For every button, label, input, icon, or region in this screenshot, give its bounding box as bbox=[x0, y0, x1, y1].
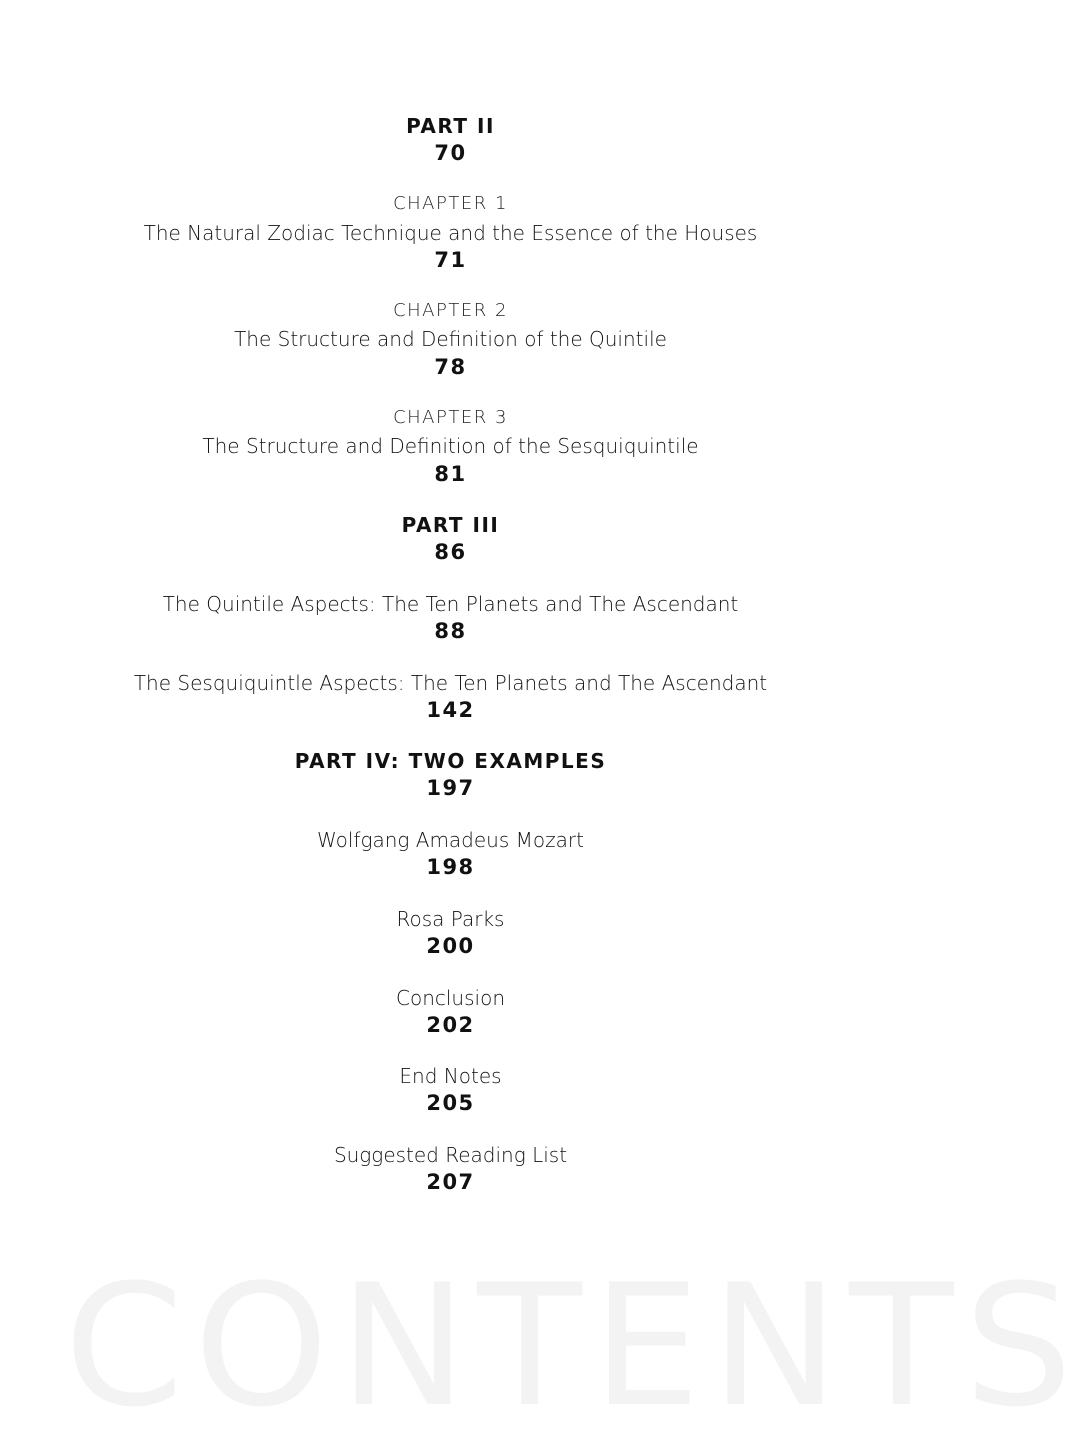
chapter-1-title[interactable]: The Natural Zodiac Technique and the Essence of the Houses bbox=[143, 221, 758, 245]
part-iv-heading[interactable]: PART IV: TWO EXAMPLES bbox=[294, 749, 607, 773]
rosa-parks-page: 200 bbox=[426, 934, 475, 958]
sesquiquintile-aspects-title[interactable]: The Sesquiquintle Aspects: The Ten Planets and The Ascendant bbox=[133, 671, 768, 695]
chapter-1-label: CHAPTER 1 bbox=[393, 193, 508, 214]
end-notes-page: 205 bbox=[426, 1091, 475, 1115]
part-iii-heading[interactable]: PART III bbox=[401, 513, 500, 537]
end-notes-title[interactable]: End Notes bbox=[399, 1064, 502, 1088]
part-ii-page: 70 bbox=[434, 141, 467, 165]
chapter-2-title[interactable]: The Structure and Definition of the Quintile bbox=[234, 327, 667, 351]
reading-list-title[interactable]: Suggested Reading List bbox=[333, 1143, 568, 1167]
chapter-2-page: 78 bbox=[434, 355, 467, 379]
contents-watermark: CONTENTS bbox=[64, 1248, 1083, 1444]
conclusion-page: 202 bbox=[426, 1013, 475, 1037]
sesquiquintile-aspects-page: 142 bbox=[426, 698, 475, 722]
part-iv-page: 197 bbox=[426, 776, 475, 800]
quintile-aspects-page: 88 bbox=[434, 619, 467, 643]
part-ii-heading[interactable]: PART II bbox=[406, 114, 495, 138]
rosa-parks-title[interactable]: Rosa Parks bbox=[396, 907, 505, 931]
quintile-aspects-title[interactable]: The Quintile Aspects: The Ten Planets and The Ascendant bbox=[162, 592, 739, 616]
conclusion-title[interactable]: Conclusion bbox=[396, 986, 505, 1010]
mozart-page: 198 bbox=[426, 855, 475, 879]
chapter-1-page: 71 bbox=[434, 248, 467, 272]
chapter-3-title[interactable]: The Structure and Definition of the Sesquiquintile bbox=[202, 434, 699, 458]
reading-list-page: 207 bbox=[426, 1170, 475, 1194]
mozart-title[interactable]: Wolfgang Amadeus Mozart bbox=[317, 828, 584, 852]
chapter-2-label: CHAPTER 2 bbox=[393, 300, 508, 321]
chapter-3-label: CHAPTER 3 bbox=[393, 407, 508, 428]
chapter-3-page: 81 bbox=[434, 462, 467, 486]
part-iii-page: 86 bbox=[434, 540, 467, 564]
